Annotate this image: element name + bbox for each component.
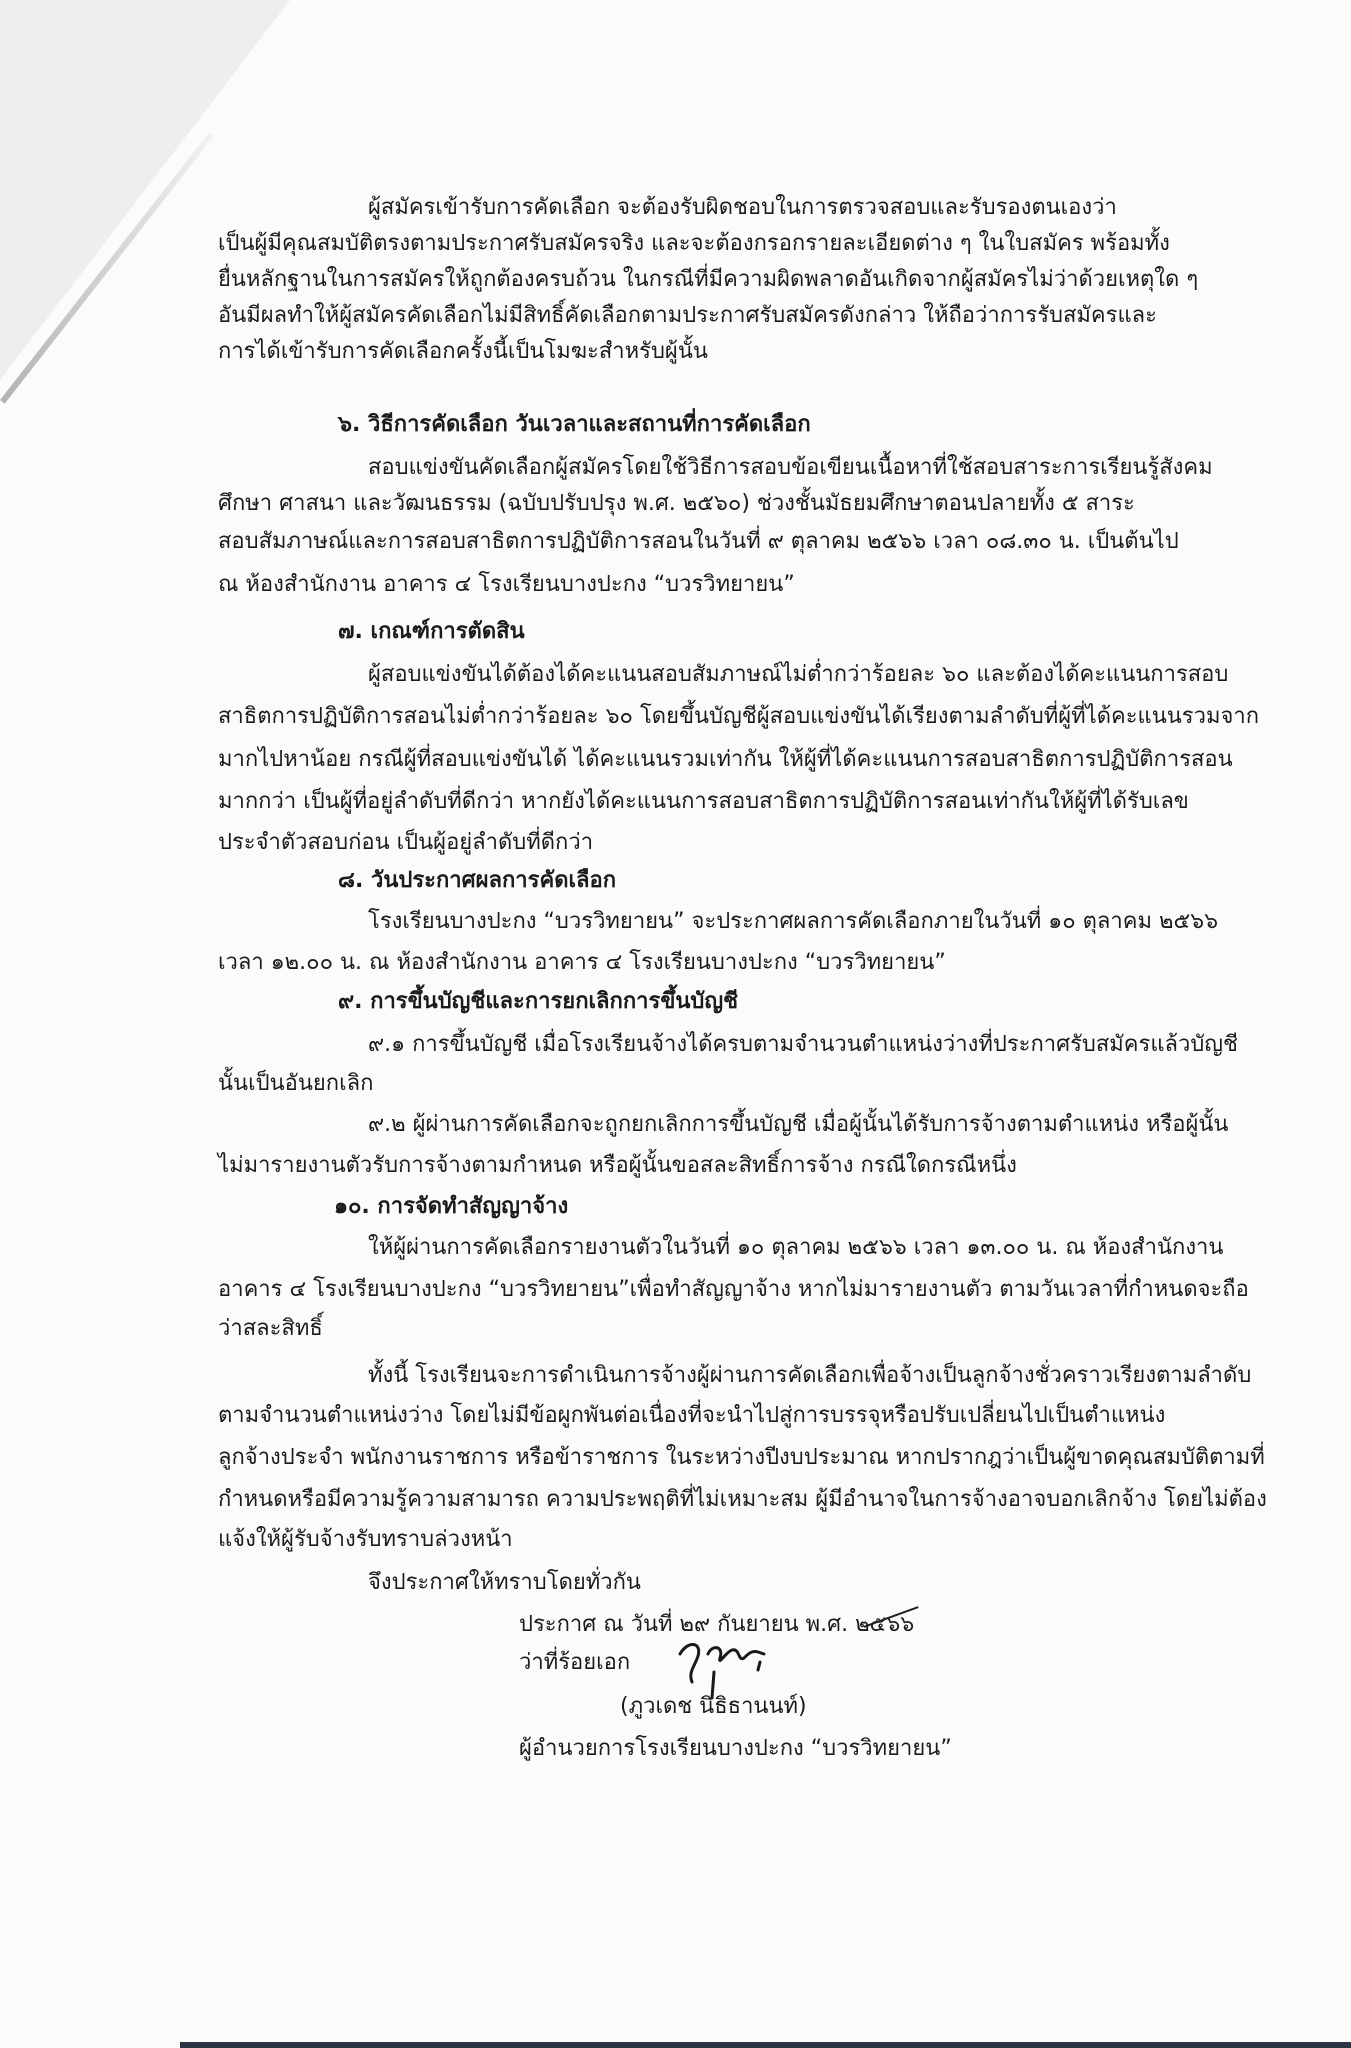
s7-line-4: มากกว่า เป็นผู้ที่อยู่ลำดับที่ดีกว่า หากยังได้คะแนนการสอบสาธิตการปฏิบัติการสอนเท่ากันให้ผู้ที่ได้รับเลข: [218, 789, 1189, 814]
intro-line-3: ยื่นหลักฐานในการสมัครให้ถูกต้องครบถ้วน ในกรณีที่มีความผิดพลาดอันเกิดจากผู้สมัครไม่ว่าด้วยเหตุใด ๆ: [218, 267, 1199, 292]
s6-line-2: ศึกษา ศาสนา และวัฒนธรรม (ฉบับปรับปรุง พ.ศ. ๒๕๖๐) ช่วงชั้นมัธยมศึกษาตอนปลายทั้ง ๕ สาระ: [218, 491, 1135, 516]
announce-line: จึงประกาศให้ทราบโดยทั่วกัน: [368, 1570, 641, 1595]
s7-line-1: ผู้สอบแข่งขันได้ต้องได้คะแนนสอบสัมภาษณ์ไม่ต่ำกว่าร้อยละ ๖๐ และต้องได้คะแนนการสอบ: [368, 662, 1229, 687]
s7-line-2: สาธิตการปฏิบัติการสอนไม่ต่ำกว่าร้อยละ ๖๐ โดยขึ้นบัญชีผู้สอบแข่งขันได้เรียงตามลำดับที่ผู้ที่ได้คะแนนรวมจาก: [218, 704, 1260, 729]
s7-line-5: ประจำตัวสอบก่อน เป็นผู้อยู่ลำดับที่ดีกว่า: [218, 830, 594, 855]
s10-line-3: ว่าสละสิทธิ์: [218, 1316, 323, 1341]
signature-position: ผู้อำนวยการโรงเรียนบางปะกง “บวรวิทยายน”: [519, 1736, 952, 1761]
s9-line-2: นั้นเป็นอันยกเลิก: [218, 1071, 374, 1096]
closing-line-5: แจ้งให้ผู้รับจ้างรับทราบล่วงหน้า: [218, 1527, 513, 1552]
s10-line-2: อาคาร ๔ โรงเรียนบางปะกง “บวรวิทยายน”เพื่อทำสัญญาจ้าง หากไม่มารายงานตัว ตามวันเวลาที่กำหนดจะถือ: [218, 1277, 1249, 1302]
s6-line-4: ณ ห้องสำนักงาน อาคาร ๔ โรงเรียนบางปะกง “บวรวิทยายน”: [218, 572, 795, 597]
s9-line-4: ไม่มารายงานตัวรับการจ้างตามกำหนด หรือผู้นั้นขอสละสิทธิ์การจ้าง กรณีใดกรณีหนึ่ง: [218, 1153, 1017, 1178]
s9-line-1: ๙.๑ การขึ้นบัญชี เมื่อโรงเรียนจ้างได้ครบตามจำนวนตำแหน่งว่างที่ประกาศรับสมัครแล้วบัญชี: [368, 1032, 1238, 1057]
signature-rank: ว่าที่ร้อยเอก: [519, 1650, 631, 1675]
signature-date: ประกาศ ณ วันที่ ๒๙ กันยายน พ.ศ. ๒๕๖๖: [519, 1612, 915, 1637]
intro-line-5: การได้เข้ารับการคัดเลือกครั้งนี้เป็นโมฆะสำหรับผู้นั้น: [218, 339, 708, 364]
section-8-title: ๘. วันประกาศผลการคัดเลือก: [338, 868, 617, 893]
intro-line-2: เป็นผู้มีคุณสมบัติตรงตามประกาศรับสมัครจริง และจะต้องกรอกรายละเอียดต่าง ๆ ในใบสมัคร พร้อมทั้ง: [218, 231, 1170, 256]
s8-line-1: โรงเรียนบางปะกง “บวรวิทยายน” จะประกาศผลการคัดเลือกภายในวันที่ ๑๐ ตุลาคม ๒๕๖๖: [368, 909, 1219, 934]
section-7-title: ๗. เกณฑ์การตัดสิน: [338, 619, 525, 644]
section-10-title: ๑๐. การจัดทำสัญญาจ้าง: [334, 1194, 569, 1219]
closing-line-2: ตามจำนวนตำแหน่งว่าง โดยไม่มีข้อผูกพันต่อเนื่องที่จะนำไปสู่การบรรจุหรือปรับเปลี่ยนไปเป็นตำแหน่ง: [218, 1403, 1166, 1428]
s10-line-1: ให้ผู้ผ่านการคัดเลือกรายงานตัวในวันที่ ๑๐ ตุลาคม ๒๕๖๖ เวลา ๑๓.๐๐ น. ณ ห้องสำนักงาน: [368, 1235, 1224, 1260]
closing-line-4: กำหนดหรือมีความรู้ความสามารถ ความประพฤติที่ไม่เหมาะสม ผู้มีอำนาจในการจ้างอาจบอกเลิกจ้าง โดยไม่ต้อง: [218, 1487, 1267, 1512]
section-9-title: ๙. การขึ้นบัญชีและการยกเลิกการขึ้นบัญชี: [338, 989, 739, 1014]
s9-line-3: ๙.๒ ผู้ผ่านการคัดเลือกจะถูกยกเลิกการขึ้นบัญชี เมื่อผู้นั้นได้รับการจ้างตามตำแหน่ง หรือผู้นั้น: [368, 1112, 1229, 1137]
intro-line-4: อันมีผลทำให้ผู้สมัครคัดเลือกไม่มีสิทธิ์คัดเลือกตามประกาศรับสมัครดังกล่าว ให้ถือว่าการรับสมัครและ: [218, 303, 1157, 328]
s7-line-3: มากไปหาน้อย กรณีผู้ที่สอบแข่งขันได้ ได้คะแนนรวมเท่ากัน ให้ผู้ที่ได้คะแนนการสอบสาธิตการปฏิบัติการสอน: [218, 747, 1233, 772]
closing-line-3: ลูกจ้างประจำ พนักงานราชการ หรือข้าราชการ ในระหว่างปีงบประมาณ หากปรากฎว่าเป็นผู้ขาดคุณสมบัติตามที่: [218, 1445, 1265, 1470]
page-bottom-edge: [180, 2042, 1351, 2048]
signature-name: (ภูวเดช นิธิธานนท์): [620, 1694, 807, 1719]
closing-line-1: ทั้งนี้ โรงเรียนจะการดำเนินการจ้างผู้ผ่านการคัดเลือกเพื่อจ้างเป็นลูกจ้างชั่วคราวเรียงตามลำดับ: [368, 1363, 1252, 1388]
intro-line-1: ผู้สมัครเข้ารับการคัดเลือก จะต้องรับผิดชอบในการตรวจสอบและรับรองตนเองว่า: [368, 195, 1117, 220]
s6-line-3: สอบสัมภาษณ์และการสอบสาธิตการปฏิบัติการสอนในวันที่ ๙ ตุลาคม ๒๕๖๖ เวลา ๐๘.๓๐ น. เป็นต้นไป: [218, 529, 1179, 554]
s8-line-2: เวลา ๑๒.๐๐ น. ณ ห้องสำนักงาน อาคาร ๔ โรงเรียนบางปะกง “บวรวิทยายน”: [218, 950, 946, 975]
s6-line-1: สอบแข่งขันคัดเลือกผู้สมัครโดยใช้วิธีการสอบข้อเขียนเนื้อหาที่ใช้สอบสาระการเรียนรู้สังคม: [368, 455, 1213, 480]
section-6-title: ๖. วิธีการคัดเลือก วันเวลาและสถานที่การคัดเลือก: [338, 412, 811, 437]
